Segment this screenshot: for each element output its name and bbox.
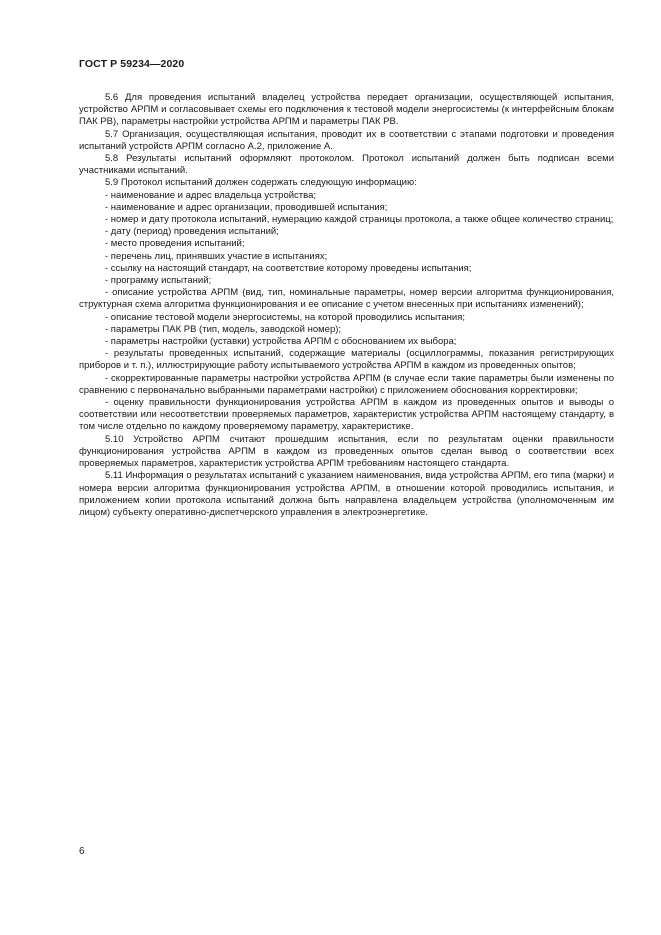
document-body <box>79 92 614 519</box>
paragraph-5-9: 5.9 Протокол испытаний должен содержать следующую информацию: <box>105 177 417 189</box>
list-item: - параметры настройки (уставки) устройства АРПМ с обоснованием их выбора; <box>105 336 457 348</box>
list-item: - дату (период) проведения испытаний; <box>105 226 279 238</box>
list-item: - оценку правильности функционирования устройства АРПМ в каждом из проведенных опытов и выводы о соответствии или несоответствии проверяемых параметров, характеристик устройства АРПМ настоящему стандарту, в том числе отдельно по каждому проверяемому параметру, характеристике. <box>79 397 614 433</box>
list-item: - описание тестовой модели энергосистемы, на которой проводились испытания; <box>105 311 466 323</box>
list-item: - результаты проведенных испытаний, содержащие материалы (осциллограммы, показания регистрирующих приборов и т. п.), иллюстрирующие работу испытываемого устройства АРПМ в каждом из проведенных опытов; <box>79 348 614 372</box>
list-item: - параметры ПАК РВ (тип, модель, заводской номер); <box>105 323 342 335</box>
page-number: 6 <box>79 846 85 857</box>
list-item: - перечень лиц, принявших участие в испытаниях; <box>105 250 328 262</box>
list-item: - ссылку на настоящий стандарт, на соответствие которому проведены испытания; <box>105 262 472 274</box>
list-item: - место проведения испытаний; <box>105 238 245 250</box>
paragraph-5-6: 5.6 Для проведения испытаний владелец устройства передает организации, осуществляющей испытания, устройство АРПМ и согласовывает схемы его подключения к тестовой модели энергосистемы (к интерфейсным блокам ПАК РВ), параметры настройки устройства АРПМ и параметры ПАК РВ. <box>79 92 614 128</box>
list-item: - наименование и адрес владельца устройства; <box>105 189 317 201</box>
paragraph-5-10: 5.10 Устройство АРПМ считают прошедшим испытания, если по результатам оценки правильности функционирования устройства АРПМ в каждом из проведенных опытов сделан вывод о соответствии всех проверяемых параметров, характеристик устройства АРПМ требованиям настоящего стандарта. <box>79 433 614 470</box>
list-item: - описание устройства АРПМ (вид, тип, номинальные параметры, номер версии алгоритма функционирования, структурная схема алгоритма функционирования и ее описание с учетом внесенных при испытаниях изменений); <box>79 287 614 311</box>
list-item: - программу испытаний; <box>105 275 212 287</box>
document-header: ГОСТ Р 59234—2020 <box>79 58 185 70</box>
list-item: - номер и дату протокола испытаний, нумерацию каждой страницы протокола, а также общее количество страниц; <box>105 214 614 226</box>
paragraph-5-11: 5.11 Информация о результатах испытаний с указанием наименования, вида устройства АРПМ, его типа (марки) и номера версии алгоритма функционирования устройства АРПМ, в отношении которой проводились испытания, и приложением копии протокола испытаний должна быть направлена владельцем устройства (уполномоченным им лицом) субъекту оперативно-диспетчерского управления в электроэнергетике. <box>79 470 614 518</box>
paragraph-5-8: 5.8 Результаты испытаний оформляют протоколом. Протокол испытаний должен быть подписан всеми участниками испытаний. <box>79 153 614 177</box>
list-item: - наименование и адрес организации, проводившей испытания; <box>105 201 388 213</box>
list-item: - скорректированные параметры настройки устройства АРПМ (в случае если такие параметры были изменены по сравнению с первоначально выбранными параметрами настройки) с приложением обоснования корректировки; <box>79 372 614 396</box>
paragraph-5-7: 5.7 Организация, осуществляющая испытания, проводит их в соответствии с этапами подготовки и проведения испытаний устройств АРПМ согласно А.2, приложение А. <box>79 128 614 152</box>
